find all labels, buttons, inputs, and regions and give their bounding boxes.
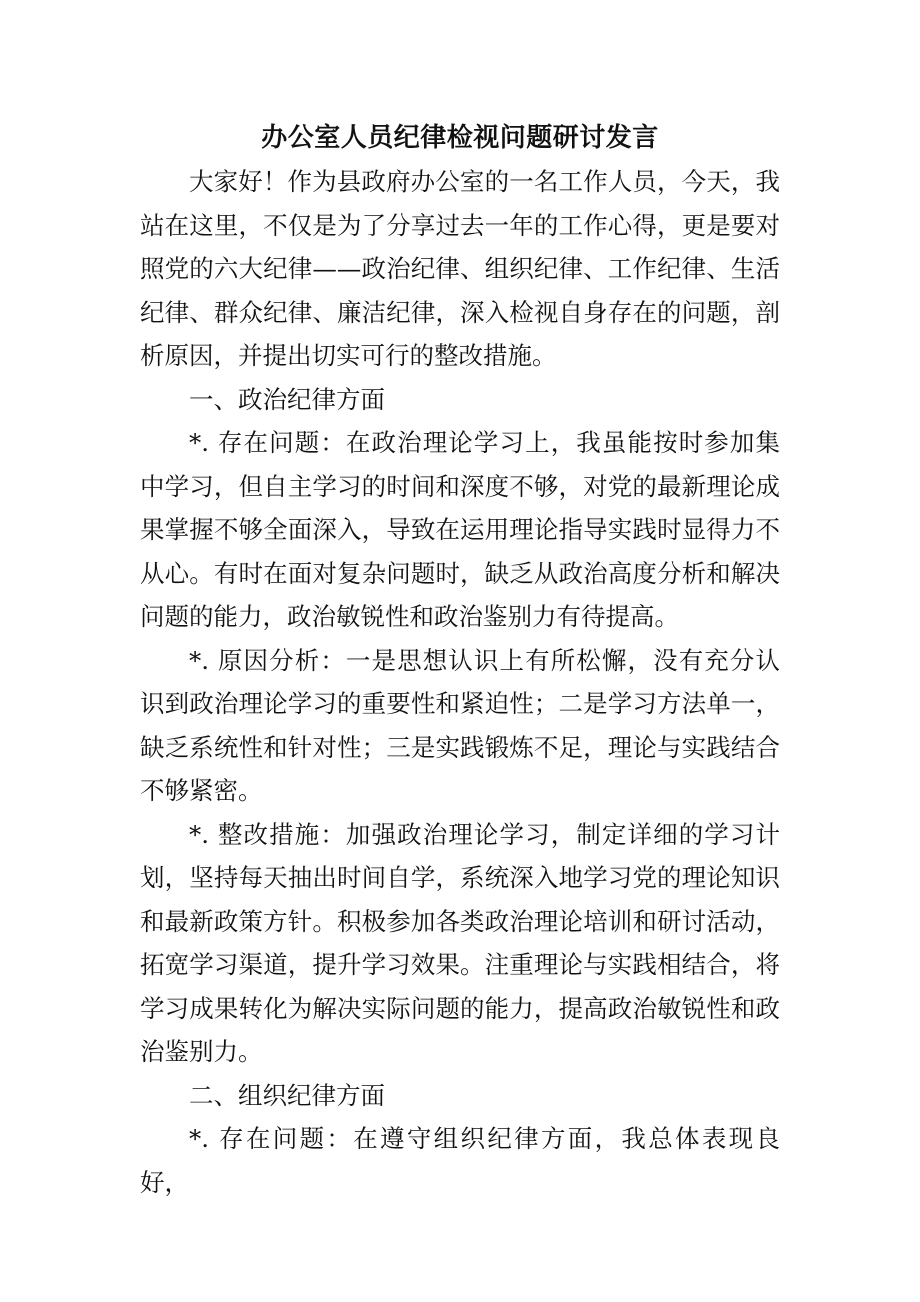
document-body [140, 160, 780, 1204]
section-heading-political: 一、政治纪律方面 [189, 384, 385, 414]
political-problem-paragraph: *. 存在问题：在政治理论学习上，我虽能按时参加集中学习，但自主学习的时间和深度不够，对党的最新理论成果掌握不够全面深入，导致在运用理论指导实践时显得力不从心。有时在面对复杂问题时，缺乏从政治高度分析和解决问题的能力，政治敏锐性和政治鉴别力有待提高。 [140, 428, 780, 631]
document-title: 办公室人员纪律检视问题研讨发言 [261, 123, 659, 153]
organizational-problem-paragraph: *. 存在问题：在遵守组织纪律方面，我总体表现良好， [140, 1124, 780, 1197]
section-heading-organizational: 二、组织纪律方面 [189, 1080, 385, 1110]
political-measure-paragraph: *. 整改措施：加强政治理论学习，制定详细的学习计划，坚持每天抽出时间自学，系统深入地学习党的理论知识和最新政策方针。积极参加各类政治理论培训和研讨活动，拓宽学习渠道，提升学习效果。注重理论与实践相结合，将学习成果转化为解决实际问题的能力，提高政治敏锐性和政治鉴别力。 [140, 819, 780, 1066]
intro-paragraph: 大家好！作为县政府办公室的一名工作人员，今天，我站在这里，不仅是为了分享过去一年的工作心得，更是要对照党的六大纪律——政治纪律、组织纪律、工作纪律、生活纪律、群众纪律、廉洁纪律，深入检视自身存在的问题，剖析原因，并提出切实可行的整改措施。 [140, 167, 780, 370]
political-cause-paragraph: *. 原因分析：一是思想认识上有所松懈，没有充分认识到政治理论学习的重要性和紧迫性；二是学习方法单一，缺乏系统性和针对性；三是实践锻炼不足，理论与实践结合不够紧密。 [140, 645, 780, 805]
